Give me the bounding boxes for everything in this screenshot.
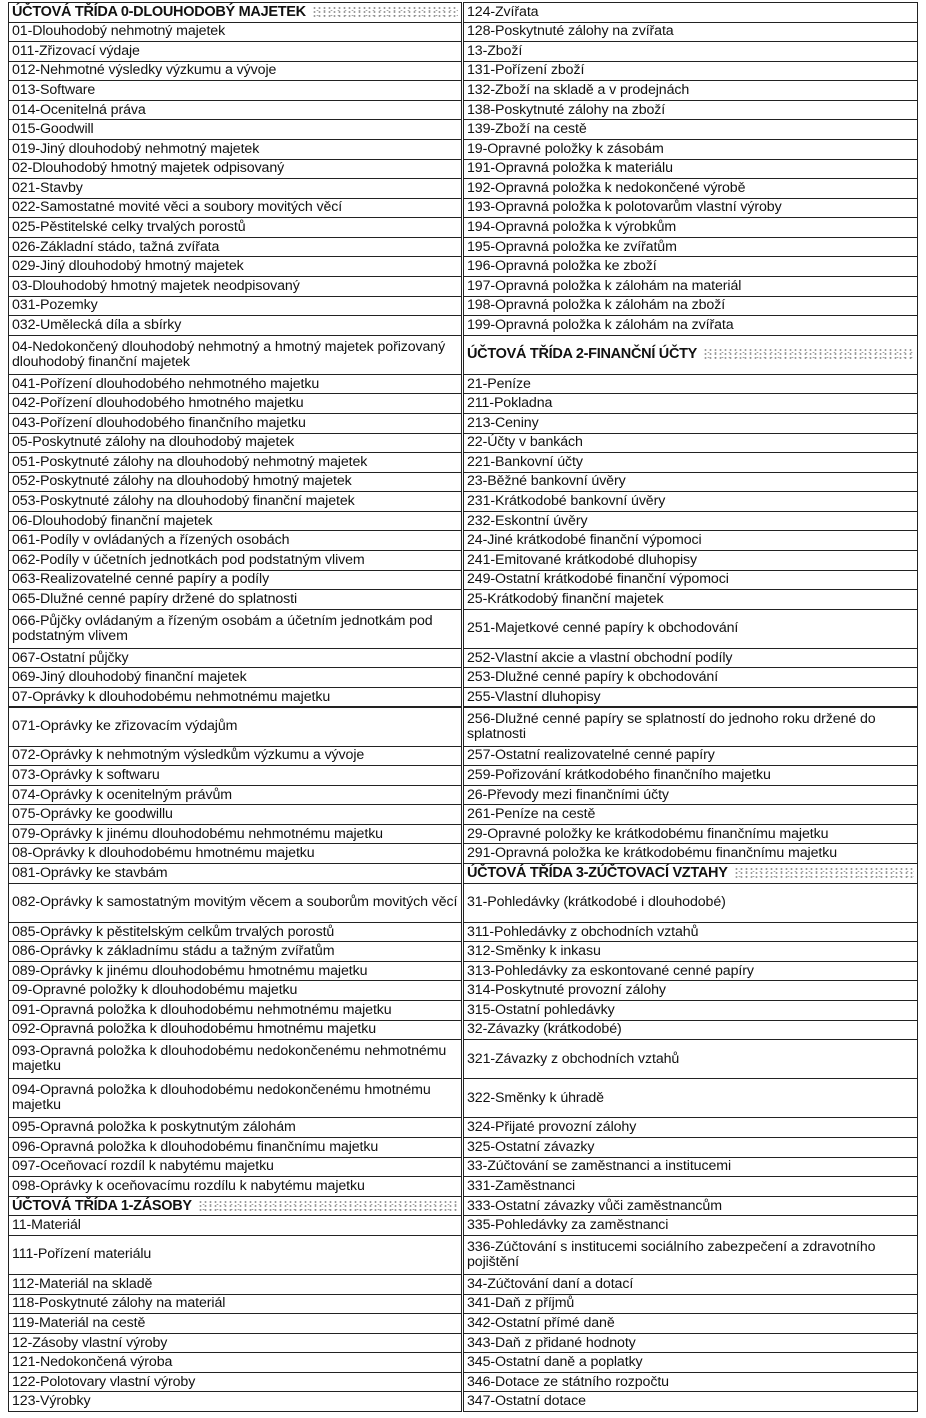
account-label: 198-Opravná položka k zálohám na zboží xyxy=(467,297,726,314)
account-row xyxy=(463,883,918,923)
account-row xyxy=(463,707,918,747)
account-row xyxy=(8,648,462,669)
account-label: 213-Ceniny xyxy=(467,414,539,431)
account-label: 336-Zúčtování s institucemi sociálního zabezpečení a zdravotního pojištění xyxy=(467,1238,876,1270)
account-row xyxy=(463,648,918,669)
account-row xyxy=(463,472,918,493)
account-row xyxy=(8,609,462,649)
account-row xyxy=(463,61,918,82)
account-label: 196-Opravná položka ke zboží xyxy=(467,258,657,275)
account-label: 072-Oprávky k nehmotným výsledkům výzkumu a vývoje xyxy=(12,747,365,764)
account-row xyxy=(8,1215,462,1236)
account-label: 042-Pořízení dlouhodobého hmotného majetku xyxy=(12,395,304,412)
account-label: 333-Ostatní závazky vůči zaměstnancům xyxy=(467,1197,722,1214)
account-label: 13-Zboží xyxy=(467,42,523,59)
account-row xyxy=(8,22,462,43)
account-row xyxy=(463,393,918,414)
account-row xyxy=(8,843,462,864)
account-row xyxy=(463,1391,918,1412)
account-class-title: ÚČTOVÁ TŘÍDA 0-DLOUHODOBÝ MAJETEK xyxy=(12,3,306,20)
account-label: 261-Peníze na cestě xyxy=(467,806,596,823)
account-row xyxy=(8,922,462,943)
account-row xyxy=(463,765,918,786)
account-row xyxy=(8,980,462,1001)
account-row xyxy=(8,1235,462,1275)
account-row xyxy=(463,804,918,825)
account-row xyxy=(8,100,462,121)
account-label: 19-Opravné položky k zásobám xyxy=(467,140,664,157)
account-row xyxy=(8,1000,462,1021)
account-row xyxy=(463,276,918,297)
account-class-header xyxy=(463,335,918,375)
account-label: 31-Pohledávky (krátkodobé i dlouhodobé) xyxy=(467,894,726,911)
account-label: 346-Dotace ze státního rozpočtu xyxy=(467,1373,669,1390)
account-label: 025-Pěstitelské celky trvalých porostů xyxy=(12,219,246,236)
account-label: 094-Opravná položka k dlouhodobému nedokončenému hmotnému majetku xyxy=(12,1082,431,1114)
account-label: 259-Pořizování krátkodobého finančního majetku xyxy=(467,766,771,783)
account-row xyxy=(463,491,918,512)
account-label: 343-Daň z přidané hodnoty xyxy=(467,1334,636,1351)
account-row xyxy=(463,80,918,101)
account-label: 022-Samostatné movité věci a soubory movitých věcí xyxy=(12,199,343,216)
account-row xyxy=(8,804,462,825)
account-label: 255-Vlastní dluhopisy xyxy=(467,688,601,705)
account-label: 121-Nedokončená výroba xyxy=(12,1354,173,1371)
account-row xyxy=(463,1274,918,1295)
account-label: 089-Oprávky k jinému dlouhodobému hmotnému majetku xyxy=(12,962,368,979)
account-row xyxy=(8,139,462,160)
account-label: 232-Eskontní úvěry xyxy=(467,512,588,529)
account-row xyxy=(8,511,462,532)
account-label: 29-Opravné položky ke krátkodobému finančnímu majetku xyxy=(467,825,829,842)
account-label: 128-Poskytnuté zálohy na zvířata xyxy=(467,23,674,40)
account-row xyxy=(463,1176,918,1197)
account-label: 131-Pořízení zboží xyxy=(467,62,585,79)
account-label: 032-Umělecká díla a sbírky xyxy=(12,316,182,333)
account-row xyxy=(463,1000,918,1021)
account-row xyxy=(463,315,918,336)
account-label: 197-Opravná položka k zálohám na materiál xyxy=(467,277,742,294)
account-row xyxy=(8,589,462,610)
account-row xyxy=(8,452,462,473)
left-column xyxy=(8,3,462,1412)
account-row xyxy=(8,765,462,786)
account-row xyxy=(8,550,462,571)
account-label: 122-Polotovary vlastní výroby xyxy=(12,1373,196,1390)
account-row xyxy=(8,472,462,493)
scan-noise xyxy=(734,867,914,880)
account-label: 221-Bankovní účty xyxy=(467,453,583,470)
account-label: 211-Pokladna xyxy=(467,395,553,412)
account-label: 085-Oprávky k pěstitelským celkům trvalých porostů xyxy=(12,923,335,940)
account-row xyxy=(463,1372,918,1393)
account-row xyxy=(8,1039,462,1079)
account-row xyxy=(8,315,462,336)
account-row xyxy=(463,1294,918,1315)
account-label: 014-Ocenitelná práva xyxy=(12,101,146,118)
account-label: 093-Opravná položka k dlouhodobému nedokončenému nehmotnému majetku xyxy=(12,1043,447,1075)
account-class-header xyxy=(8,1196,462,1217)
account-label: 199-Opravná položka k zálohám na zvířata xyxy=(467,316,734,333)
account-label: 314-Poskytnuté provozní zálohy xyxy=(467,982,666,999)
account-row xyxy=(8,237,462,258)
account-row xyxy=(463,1117,918,1138)
account-label: 063-Realizovatelné cenné papíry a podíly xyxy=(12,571,270,588)
account-row xyxy=(463,1215,918,1236)
account-row xyxy=(463,296,918,317)
account-label: 015-Goodwill xyxy=(12,121,94,138)
account-label: 062-Podíly v účetních jednotkách pod podstatným vlivem xyxy=(12,551,365,568)
account-row xyxy=(463,256,918,277)
account-label: 139-Zboží na cestě xyxy=(467,121,587,138)
account-label: 252-Vlastní akcie a vlastní obchodní podíly xyxy=(467,649,733,666)
account-label: 24-Jiné krátkodobé finanční výpomoci xyxy=(467,532,702,549)
account-label: 22-Účty v bankách xyxy=(467,434,583,451)
account-row xyxy=(8,687,462,708)
account-row xyxy=(463,433,918,454)
account-label: 041-Pořízení dlouhodobého nehmotného majetku xyxy=(12,375,320,392)
account-label: 321-Závazky z obchodních vztahů xyxy=(467,1050,680,1067)
account-label: 066-Půjčky ovládaným a řízeným osobám a účetním jednotkám pod podstatným vlivem xyxy=(12,612,433,644)
account-label: 251-Majetkové cenné papíry k obchodování xyxy=(467,620,739,637)
account-row xyxy=(8,1391,462,1412)
account-row xyxy=(8,785,462,806)
account-row xyxy=(463,1078,918,1118)
account-label: 32-Závazky (krátkodobé) xyxy=(467,1021,622,1038)
account-label: 097-Oceňovací rozdíl k nabytému majetku xyxy=(12,1158,274,1175)
account-label: 192-Opravná položka k nedokončené výrobě xyxy=(467,179,746,196)
account-label: 079-Oprávky k jinému dlouhodobému nehmotnému majetku xyxy=(12,825,383,842)
account-row xyxy=(8,1372,462,1393)
account-label: 315-Ostatní pohledávky xyxy=(467,1001,615,1018)
account-label: 029-Jiný dlouhodobý hmotný majetek xyxy=(12,258,244,275)
account-label: 086-Oprávky k základnímu stádu a tažným zvířatům xyxy=(12,943,335,960)
account-row xyxy=(8,1020,462,1041)
account-label: 021-Stavby xyxy=(12,179,83,196)
account-label: 195-Opravná položka ke zvířatům xyxy=(467,238,677,255)
account-row xyxy=(8,159,462,180)
account-class-title: ÚČTOVÁ TŘÍDA 3-ZÚČTOVACÍ VZTAHY xyxy=(467,864,728,881)
account-label: 073-Oprávky k softwaru xyxy=(12,766,160,783)
account-row xyxy=(463,922,918,943)
account-row xyxy=(8,1137,462,1158)
account-label: 312-Směnky k inkasu xyxy=(467,943,601,960)
account-row xyxy=(463,785,918,806)
account-label: 249-Ostatní krátkodobé finanční výpomoci xyxy=(467,571,729,588)
account-label: 291-Opravná položka ke krátkodobému finančnímu majetku xyxy=(467,845,837,862)
account-label: 257-Ostatní realizovatelné cenné papíry xyxy=(467,747,715,764)
right-column xyxy=(463,3,918,1412)
account-label: 04-Nedokončený dlouhodobý nehmotný a hmotný majetek pořizovaný dlouhodobý finanční majetek xyxy=(12,338,446,370)
account-row xyxy=(8,413,462,434)
account-label: 194-Opravná položka k výrobkům xyxy=(467,219,677,236)
account-row xyxy=(463,1235,918,1275)
account-row xyxy=(463,687,918,708)
account-label: 019-Jiný dlouhodobý nehmotný majetek xyxy=(12,140,260,157)
account-label: 081-Oprávky ke stavbám xyxy=(12,864,168,881)
account-label: 092-Opravná položka k dlouhodobému hmotnému majetku xyxy=(12,1021,376,1038)
account-row xyxy=(463,609,918,649)
account-row xyxy=(8,941,462,962)
account-class-title: ÚČTOVÁ TŘÍDA 2-FINANČNÍ ÚČTY xyxy=(467,346,698,363)
account-row xyxy=(8,178,462,199)
account-label: 23-Běžné bankovní úvěry xyxy=(467,473,626,490)
account-row xyxy=(8,1313,462,1334)
scan-noise xyxy=(703,348,914,361)
account-row xyxy=(8,433,462,454)
account-row xyxy=(8,256,462,277)
account-label: 031-Pozemky xyxy=(12,297,98,314)
account-row xyxy=(8,1157,462,1178)
account-label: 331-Zaměstnanci xyxy=(467,1177,576,1194)
account-label: 324-Přijaté provozní zálohy xyxy=(467,1119,637,1136)
account-label: 095-Opravná položka k poskytnutým zálohám xyxy=(12,1119,296,1136)
chart-of-accounts-document xyxy=(8,0,918,1412)
account-row xyxy=(8,1078,462,1118)
account-row xyxy=(8,41,462,62)
account-label: 193-Opravná položka k polotovarům vlastní výroby xyxy=(467,199,782,216)
account-label: 341-Daň z příjmů xyxy=(467,1295,575,1312)
account-row xyxy=(463,159,918,180)
account-row xyxy=(463,550,918,571)
account-label: 074-Oprávky k ocenitelným právům xyxy=(12,786,232,803)
account-label: 253-Dlužné cenné papíry k obchodování xyxy=(467,669,719,686)
account-label: 082-Oprávky k samostatným movitým věcem a souborům movitých věcí xyxy=(12,894,458,911)
account-label: 053-Poskytnuté zálohy na dlouhodobý finanční majetek xyxy=(12,493,355,510)
account-label: 07-Oprávky k dlouhodobému nehmotnému majetku xyxy=(12,688,331,705)
account-label: 069-Jiný dlouhodobý finanční majetek xyxy=(12,669,247,686)
account-label: 231-Krátkodobé bankovní úvěry xyxy=(467,493,666,510)
account-label: 311-Pohledávky z obchodních vztahů xyxy=(467,923,699,940)
account-label: 098-Oprávky k oceňovacímu rozdílu k nabytému majetku xyxy=(12,1177,365,1194)
account-row xyxy=(463,824,918,845)
account-row xyxy=(463,1039,918,1079)
account-label: 256-Dlužné cenné papíry se splatností do jednoho roku držené do splatnosti xyxy=(467,710,876,742)
account-label: 132-Zboží na skladě a v prodejnách xyxy=(467,82,690,99)
account-row xyxy=(8,1274,462,1295)
account-label: 01-Dlouhodobý nehmotný majetek xyxy=(12,23,226,40)
account-label: 138-Poskytnuté zálohy na zboží xyxy=(467,101,666,118)
account-class-title: ÚČTOVÁ TŘÍDA 1-ZÁSOBY xyxy=(12,1197,192,1214)
account-row xyxy=(463,1020,918,1041)
account-row xyxy=(8,1294,462,1315)
account-row xyxy=(463,198,918,219)
account-row xyxy=(8,217,462,238)
account-label: 124-Zvířata xyxy=(467,3,539,20)
account-row xyxy=(463,413,918,434)
account-row xyxy=(8,61,462,82)
account-label: 067-Ostatní půjčky xyxy=(12,649,129,666)
account-row xyxy=(463,530,918,551)
account-label: 34-Zúčtování daní a dotací xyxy=(467,1275,634,1292)
account-label: 091-Opravná položka k dlouhodobému nehmotnému majetku xyxy=(12,1001,392,1018)
account-row xyxy=(463,843,918,864)
account-row xyxy=(8,570,462,591)
account-row xyxy=(463,41,918,62)
account-label: 322-Směnky k úhradě xyxy=(467,1089,604,1106)
account-row xyxy=(8,198,462,219)
account-row xyxy=(8,491,462,512)
account-label: 06-Dlouhodobý finanční majetek xyxy=(12,512,213,529)
account-label: 345-Ostatní daně a poplatky xyxy=(467,1354,643,1371)
account-row xyxy=(463,1137,918,1158)
account-row xyxy=(8,374,462,395)
account-row xyxy=(8,530,462,551)
account-label: 052-Poskytnuté zálohy na dlouhodobý hmotný majetek xyxy=(12,473,352,490)
account-label: 071-Oprávky ke zřizovacím výdajům xyxy=(12,718,238,735)
account-label: 335-Pohledávky za zaměstnanci xyxy=(467,1217,669,1234)
account-label: 026-Základní stádo, tažná zvířata xyxy=(12,238,220,255)
account-row xyxy=(8,80,462,101)
account-row xyxy=(463,746,918,767)
account-row xyxy=(8,961,462,982)
account-row xyxy=(8,1117,462,1138)
account-row xyxy=(8,863,462,884)
scan-noise xyxy=(312,6,458,19)
account-row xyxy=(463,1333,918,1354)
account-row xyxy=(8,746,462,767)
account-row xyxy=(463,139,918,160)
account-row xyxy=(463,22,918,43)
account-label: 347-Ostatní dotace xyxy=(467,1393,586,1410)
account-row xyxy=(463,217,918,238)
account-label: 191-Opravná položka k materiálu xyxy=(467,160,673,177)
account-label: 33-Zúčtování se zaměstnanci a institucemi xyxy=(467,1158,732,1175)
account-label: 241-Emitované krátkodobé dluhopisy xyxy=(467,551,698,568)
account-row xyxy=(463,1352,918,1373)
account-label: 02-Dlouhodobý hmotný majetek odpisovaný xyxy=(12,160,285,177)
account-row xyxy=(8,824,462,845)
account-row xyxy=(463,2,918,23)
account-row xyxy=(463,667,918,688)
account-row xyxy=(463,237,918,258)
account-row xyxy=(463,1157,918,1178)
account-row xyxy=(463,452,918,473)
account-label: 119-Materiál na cestě xyxy=(12,1314,146,1331)
account-label: 051-Poskytnuté zálohy na dlouhodobý nehmotný majetek xyxy=(12,453,368,470)
account-label: 012-Nehmotné výsledky výzkumu a vývoje xyxy=(12,62,277,79)
account-label: 09-Opravné položky k dlouhodobému majetku xyxy=(12,982,298,999)
account-class-header xyxy=(8,2,462,23)
account-label: 011-Zřizovací výdaje xyxy=(12,42,140,59)
account-row xyxy=(463,941,918,962)
account-row xyxy=(463,374,918,395)
account-row xyxy=(463,570,918,591)
account-row xyxy=(463,100,918,121)
account-label: 26-Převody mezi finančními účty xyxy=(467,786,669,803)
account-label: 096-Opravná položka k dlouhodobému finančnímu majetku xyxy=(12,1138,379,1155)
account-label: 313-Pohledávky za eskontované cenné papíry xyxy=(467,962,754,979)
account-row xyxy=(8,1352,462,1373)
account-label: 03-Dlouhodobý hmotný majetek neodpisovaný xyxy=(12,277,300,294)
account-label: 325-Ostatní závazky xyxy=(467,1138,595,1155)
account-label: 11-Materiál xyxy=(12,1217,81,1234)
account-row xyxy=(8,1176,462,1197)
account-row xyxy=(8,883,462,923)
account-class-header xyxy=(463,863,918,884)
account-label: 112-Materiál na skladě xyxy=(12,1275,153,1292)
account-label: 21-Peníze xyxy=(467,375,531,392)
account-label: 043-Pořízení dlouhodobého finančního majetku xyxy=(12,414,306,431)
account-label: 342-Ostatní přímé daně xyxy=(467,1314,615,1331)
account-row xyxy=(8,276,462,297)
account-label: 25-Krátkodobý finanční majetek xyxy=(467,590,664,607)
account-row xyxy=(8,667,462,688)
scan-noise xyxy=(198,1200,458,1213)
account-label: 08-Oprávky k dlouhodobému hmotnému majetku xyxy=(12,845,315,862)
account-label: 118-Poskytnuté zálohy na materiál xyxy=(12,1295,226,1312)
account-row xyxy=(463,511,918,532)
account-row xyxy=(463,589,918,610)
account-row xyxy=(8,393,462,414)
account-row xyxy=(8,119,462,140)
account-label: 12-Zásoby vlastní výroby xyxy=(12,1334,168,1351)
account-row xyxy=(463,119,918,140)
account-row xyxy=(463,1313,918,1334)
account-row xyxy=(8,335,462,375)
account-row xyxy=(463,1196,918,1217)
account-label: 013-Software xyxy=(12,82,96,99)
account-label: 05-Poskytnuté zálohy na dlouhodobý majetek xyxy=(12,434,295,451)
account-label: 075-Oprávky ke goodwillu xyxy=(12,806,173,823)
account-label: 123-Výrobky xyxy=(12,1393,91,1410)
account-label: 065-Dlužné cenné papíry držené do splatnosti xyxy=(12,590,298,607)
account-row xyxy=(463,980,918,1001)
account-row xyxy=(8,1333,462,1354)
account-row xyxy=(463,961,918,982)
account-row xyxy=(8,296,462,317)
account-label: 061-Podíly v ovládaných a řízených osobách xyxy=(12,532,290,549)
account-row xyxy=(463,178,918,199)
account-row xyxy=(8,707,462,747)
account-label: 111-Pořízení materiálu xyxy=(12,1246,152,1263)
